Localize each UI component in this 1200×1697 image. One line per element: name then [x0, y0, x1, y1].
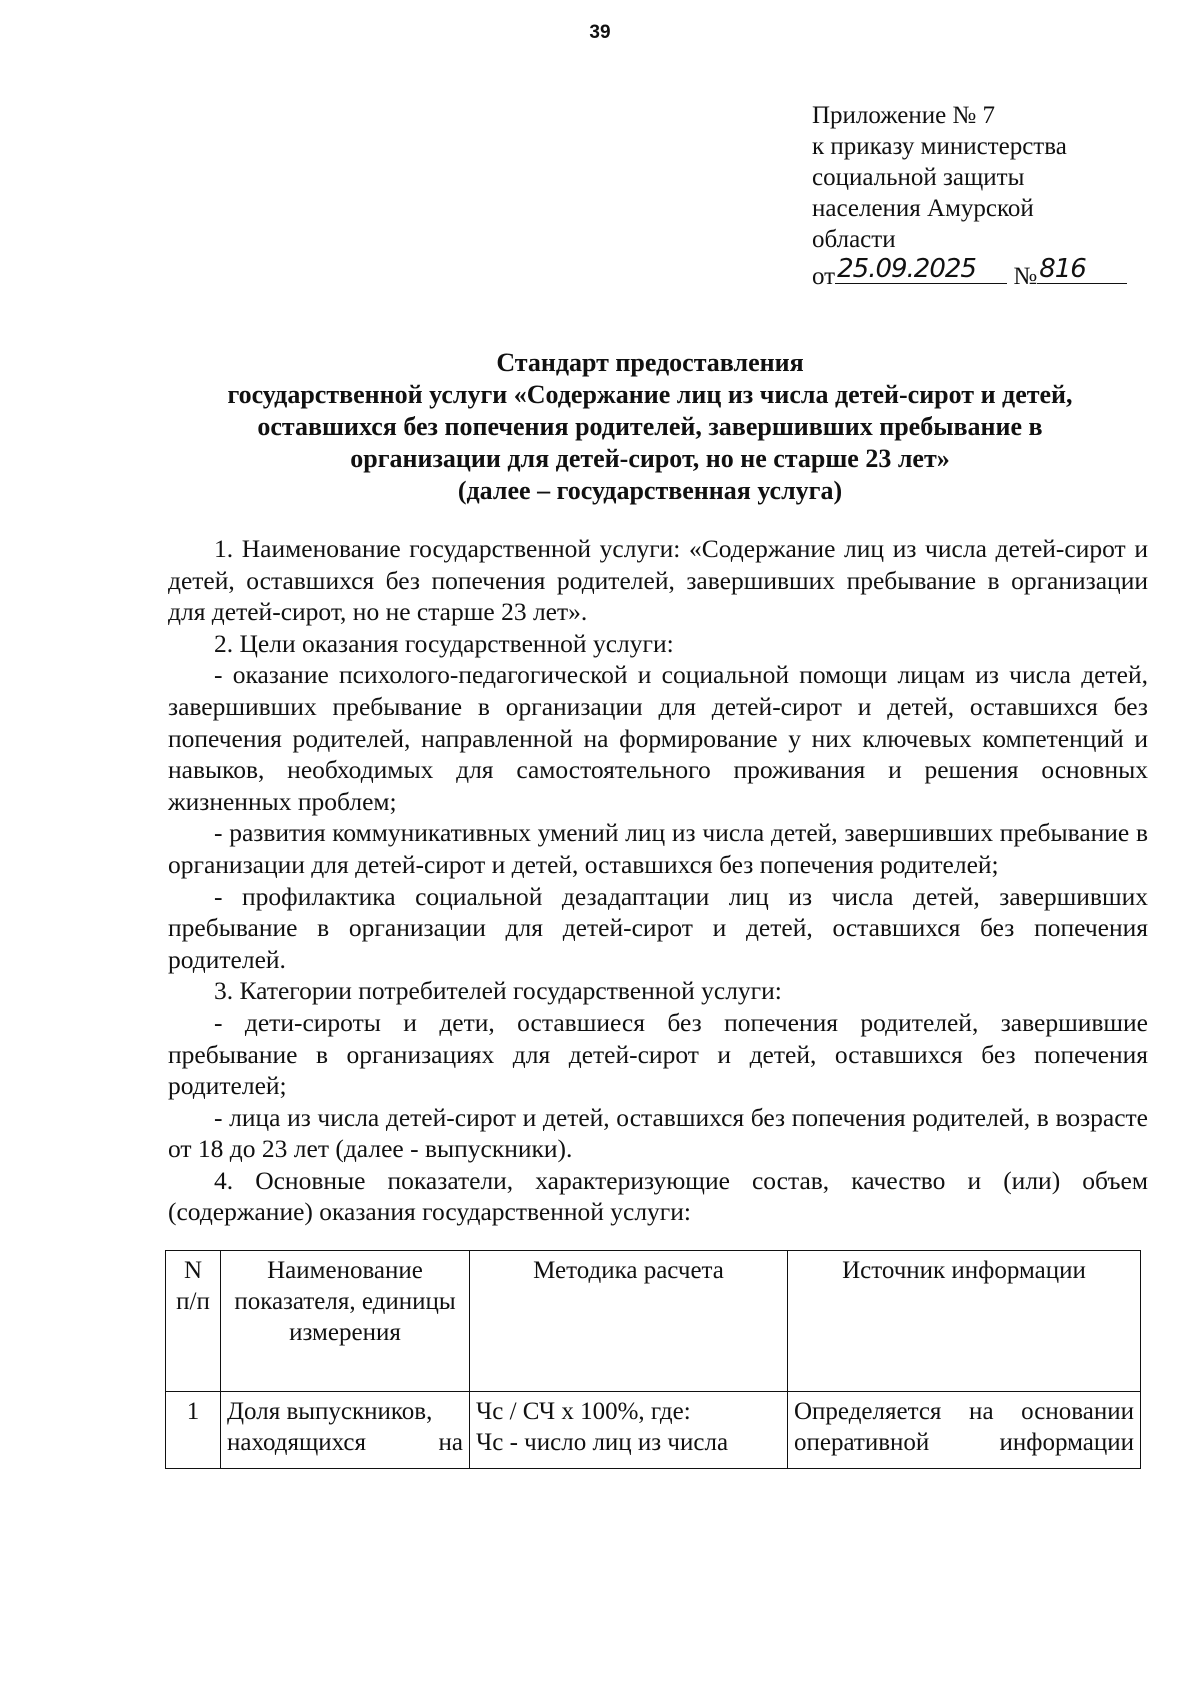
number-prefix: № — [1013, 263, 1038, 290]
header-calculation-method: Методика расчета — [470, 1251, 788, 1392]
paragraph-8: - лица из числа детей-сирот и детей, оставшихся без попечения родителей, в возрасте от 18 до 23 лет (далее - выпускники). — [168, 1102, 1148, 1164]
date-prefix: от — [812, 263, 836, 290]
appendix-block — [812, 100, 1142, 292]
handwritten-date — [835, 255, 1007, 284]
paragraph-2: 2. Цели оказания государственной услуги: — [214, 628, 674, 658]
table-row — [166, 1392, 1141, 1469]
row-name-line-2: находящихся на — [227, 1429, 463, 1456]
appendix-line-1: Приложение № 7 — [812, 102, 996, 129]
row-method-line-1: Чс / СЧ х 100%, где: — [476, 1398, 691, 1425]
table-header-row — [166, 1251, 1141, 1392]
appendix-line-2: к приказу министерства — [812, 133, 1067, 160]
row-calculation-method — [470, 1392, 788, 1469]
row-number: 1 — [166, 1392, 221, 1469]
title-line-5: (далее – государственная услуга) — [457, 476, 843, 505]
handwritten-date-value: 25.09.2025 — [837, 254, 976, 284]
header-indicator-name: Наименование показателя, единицы измерения — [221, 1251, 470, 1392]
row-information-source — [788, 1392, 1141, 1469]
indicators-table — [165, 1250, 1141, 1469]
appendix-date-line — [812, 255, 1142, 292]
row-source-line-1: Определяется на основании — [794, 1398, 1134, 1425]
title-line-3: оставшихся без попечения родителей, завершивших пребывание в — [257, 412, 1043, 441]
paragraph-9: 4. Основные показатели, характеризующие состав, качество и (или) объем (содержание) оказания государственной услуги: — [168, 1165, 1148, 1227]
paragraph-3: - оказание психолого-педагогической и социальной помощи лицам из числа детей, завершивших пребывание в организации для детей-сирот и детей, оставшихся без попечения родителей, направленной на формирование у них ключевых компетенций и навыков, необходимых для самостоятельного проживания и решения основных жизненных проблем; — [168, 660, 1148, 816]
header-number — [166, 1251, 221, 1392]
document-title — [150, 347, 1150, 507]
title-line-2: государственной услуги «Содержание лиц из числа детей-сирот и детей, — [227, 380, 1073, 409]
paragraph-4: - развития коммуникативных умений лиц из числа детей, завершивших пребывание в организации для детей-сирот и детей, оставшихся без попечения родителей; — [168, 818, 1148, 879]
header-number-line-1: N — [183, 1257, 203, 1284]
row-name-line-1: Доля выпускников, — [227, 1398, 433, 1425]
page-number: 39 — [589, 22, 611, 43]
handwritten-number-value: 816 — [1039, 254, 1086, 284]
title-line-1: Стандарт предоставления — [496, 348, 804, 377]
paragraph-1: 1. Наименование государственной услуги: «Содержание лиц из числа детей-сирот и детей, оставшихся без попечения родителей, завершивших пребывание в организации для детей-сирот, но не старше 23 лет». — [168, 534, 1148, 627]
header-number-line-2: п/п — [176, 1288, 210, 1315]
appendix-line-4: населения Амурской — [812, 195, 1034, 222]
paragraph-6: 3. Категории потребителей государственной услуги: — [214, 976, 782, 1006]
row-method-line-2: Чс - число лиц из числа — [476, 1429, 729, 1456]
paragraph-7: - дети-сироты и дети, оставшиеся без попечения родителей, завершившие пребывание в организациях для детей-сирот и детей, оставшихся без попечения родителей; — [168, 1007, 1148, 1101]
row-source-line-2: оперативной информации — [794, 1429, 1134, 1456]
handwritten-number — [1037, 255, 1127, 284]
paragraph-5: - профилактика социальной дезадаптации лиц из числа детей, завершивших пребывание в организации для детей-сирот и детей, оставшихся без попечения родителей. — [168, 881, 1148, 974]
document-body — [168, 533, 1148, 1228]
header-information-source: Источник информации — [788, 1251, 1141, 1392]
appendix-line-3: социальной защиты — [812, 164, 1025, 191]
row-indicator-name — [221, 1392, 470, 1469]
title-line-4: организации для детей-сирот, но не старше 23 лет» — [350, 444, 950, 473]
appendix-line-5: области — [812, 226, 896, 253]
